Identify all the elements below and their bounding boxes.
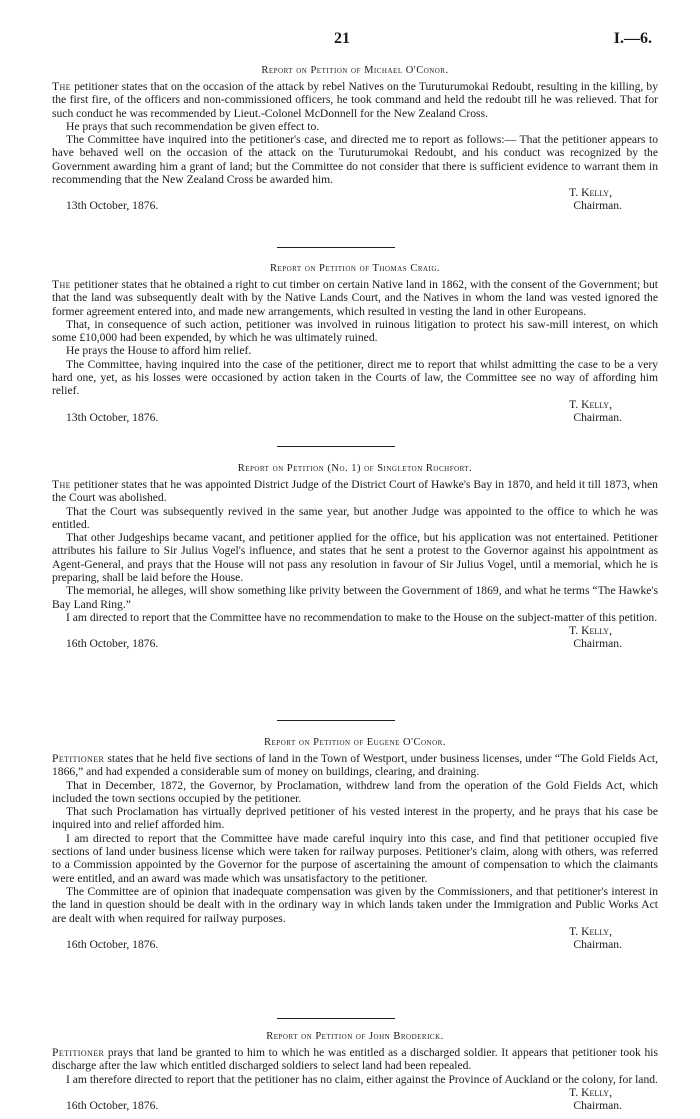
lead-word: The [52, 478, 71, 491]
report-paragraph: The petitioner states that he obtained a right to cut timber on certain Native land in 1862, with the consent of the Government; but that the land was subsequently dealt with by the Native Lands Court, and the Natives in whom the land was vested ignored the former agreement entered into, and made new arrangements, which resulted in vesting the land in other Europeans. [52, 278, 658, 318]
report-paragraph: Petitioner prays that land be granted to him to which he was entitled as a discharged soldier. It appears that petitioner took his discharge after the law which entitled discharged soldiers to select land had been repealed. [52, 1046, 658, 1073]
lead-word: Petitioner [52, 1046, 105, 1059]
report-paragraph: The Committee have inquired into the petitioner's case, and directed me to report as follows:— That the petitioner appears to have behaved well on the occasion of the attack on the Turuturumokai Redoubt, and his conduct was recognized by the Government awarding him a grant of land; but the Committee do not consider that there is sufficient evidence to warrant them in recommending that the New Zealand Cross be awarded him. [52, 133, 658, 187]
report-thomas-craig [52, 262, 658, 425]
report-date: 16th October, 1876. [66, 637, 159, 651]
report-title: Report on Petition of Thomas Craig. [269, 263, 441, 274]
signer-name: T. Kelly, [569, 1085, 612, 1099]
signature-block [52, 186, 658, 213]
report-paragraph: The Committee, having inquired into the case of the petitioner, direct me to report that whilst admitting the case to be a very hard one, yet, as his losses were occasioned by action taken in the Courts of law, the Committee see no way of affording him relief. [52, 357, 658, 398]
report-paragraph: I am directed to report that the Committee have no recommendation to make to the House on the subject-matter of this petition. [66, 610, 658, 624]
signer-role: Chairman. [573, 937, 622, 951]
document-reference: I.—6. [613, 30, 652, 47]
section-divider [277, 446, 395, 447]
signature-block [52, 398, 658, 425]
report-paragraph: That other Judgeships became vacant, and petitioner applied for the office, but his application was not entertained. Petitioner attributes his failure to Sir Julius Vogel's influence, and states that he sent a protest to the Governor against his appointment as Agent-General, and prays that the House will not pass any resolution in favour of Sir Julius Vogel, until a memorial, which he is preparing, shall be laid before the House. [52, 531, 658, 585]
page-number: 21 [334, 30, 350, 47]
signer-role: Chairman. [573, 199, 622, 213]
report-title: Report on Petition of Eugene O'Conor. [264, 737, 446, 748]
section-divider [277, 1018, 395, 1019]
lead-word: The [52, 278, 71, 291]
signer-name: T. Kelly, [569, 186, 612, 200]
report-michael-oconor [52, 64, 658, 213]
report-paragraph: The petitioner states that on the occasion of the attack by rebel Natives on the Turuturumokai Redoubt, resulting in the killing, by the first fire, of the officers and non-commissioned officers, he took command and held the redoubt till he was relieved. That for such conduct he was recommended by Lieut.-Colonel McDonnell for the New Zealand Cross. [52, 80, 658, 120]
signer-name: T. Kelly, [569, 924, 612, 938]
report-paragraph: That, in consequence of such action, petitioner was involved in ruinous litigation to protect his saw-mill interest, on which some £10,000 had been expended, by which he was ultimately ruined. [52, 317, 658, 345]
report-title: Report on Petition (No. 1) of Singleton Rochfort. [237, 463, 473, 474]
report-date: 13th October, 1876. [66, 410, 159, 424]
report-paragraph: That in December, 1872, the Governor, by Proclamation, withdrew land from the operation of the Gold Fields Act, which included the town sections occupied by the petitioner. [52, 778, 658, 805]
report-date: 16th October, 1876. [66, 937, 159, 951]
signer-role: Chairman. [573, 410, 622, 424]
report-paragraph: I am directed to report that the Committee have made careful inquiry into this case, and find that petitioner occupied five sections of land under business license which were taken for railway purposes. Petitioner's claim, along with others, was referred to a Commission appointed by the Governor for the purpose of ascertaining the amount of compensation to which the claimants were entitled, and an award was made which was unsatisfactory to the petitioner. [52, 831, 658, 885]
report-paragraph: That the Court was subsequently revived in the same year, but another Judge was appointed to the office to which he was entitled. [52, 504, 658, 531]
report-paragraph: The petitioner states that he was appointed District Judge of the District Court of Hawke's Bay in 1870, and held it till 1873, when the Court was abolished. [52, 478, 658, 505]
report-title: Report on Petition of John Broderick. [266, 1031, 444, 1042]
report-paragraph: The Committee are of opinion that inadequate compensation was given by the Commissioners, and that petitioner's interest in the land in question should be dealt with in the ordinary way in which lands taken under the Immigration and Public Works Act are dealt with when required for railway purposes. [52, 884, 658, 925]
signature-block [52, 925, 658, 952]
report-date: 16th October, 1876. [66, 1098, 159, 1112]
report-john-broderick [52, 1030, 658, 1113]
report-paragraph: Petitioner states that he held five sections of land in the Town of Westport, under business licenses, under “The Gold Fields Act, 1866,” and had expended a considerable sum of money on buildings, clearing, and draining. [52, 752, 658, 779]
signature-block [52, 624, 658, 651]
section-divider [277, 720, 395, 721]
lead-word: Petitioner [52, 752, 105, 765]
report-paragraph: I am therefore directed to report that the petitioner has no claim, either against the Province of Auckland or the colony, for land. [66, 1072, 658, 1086]
lead-word: The [52, 80, 71, 93]
report-singleton-rochfort [52, 462, 658, 651]
report-paragraph: He prays the House to afford him relief. [66, 344, 252, 358]
report-title: Report on Petition of Michael O'Conor. [261, 65, 449, 76]
signer-name: T. Kelly, [569, 397, 612, 411]
signer-role: Chairman. [573, 637, 622, 651]
signer-role: Chairman. [573, 1098, 622, 1112]
report-eugene-oconor [52, 736, 658, 952]
report-paragraph: The memorial, he alleges, will show something like privity between the Government of 1869, and what he terms “The Hawke's Bay Land Ring.” [52, 584, 658, 611]
section-divider [277, 247, 395, 248]
signer-name: T. Kelly, [569, 624, 612, 638]
report-date: 13th October, 1876. [66, 199, 159, 213]
signature-block [52, 1086, 658, 1113]
report-paragraph: That such Proclamation has virtually deprived petitioner of his vested interest in the property, and he prays that his case be inquired into and relief afforded him. [52, 805, 658, 832]
report-paragraph: He prays that such recommendation be given effect to. [66, 119, 320, 133]
